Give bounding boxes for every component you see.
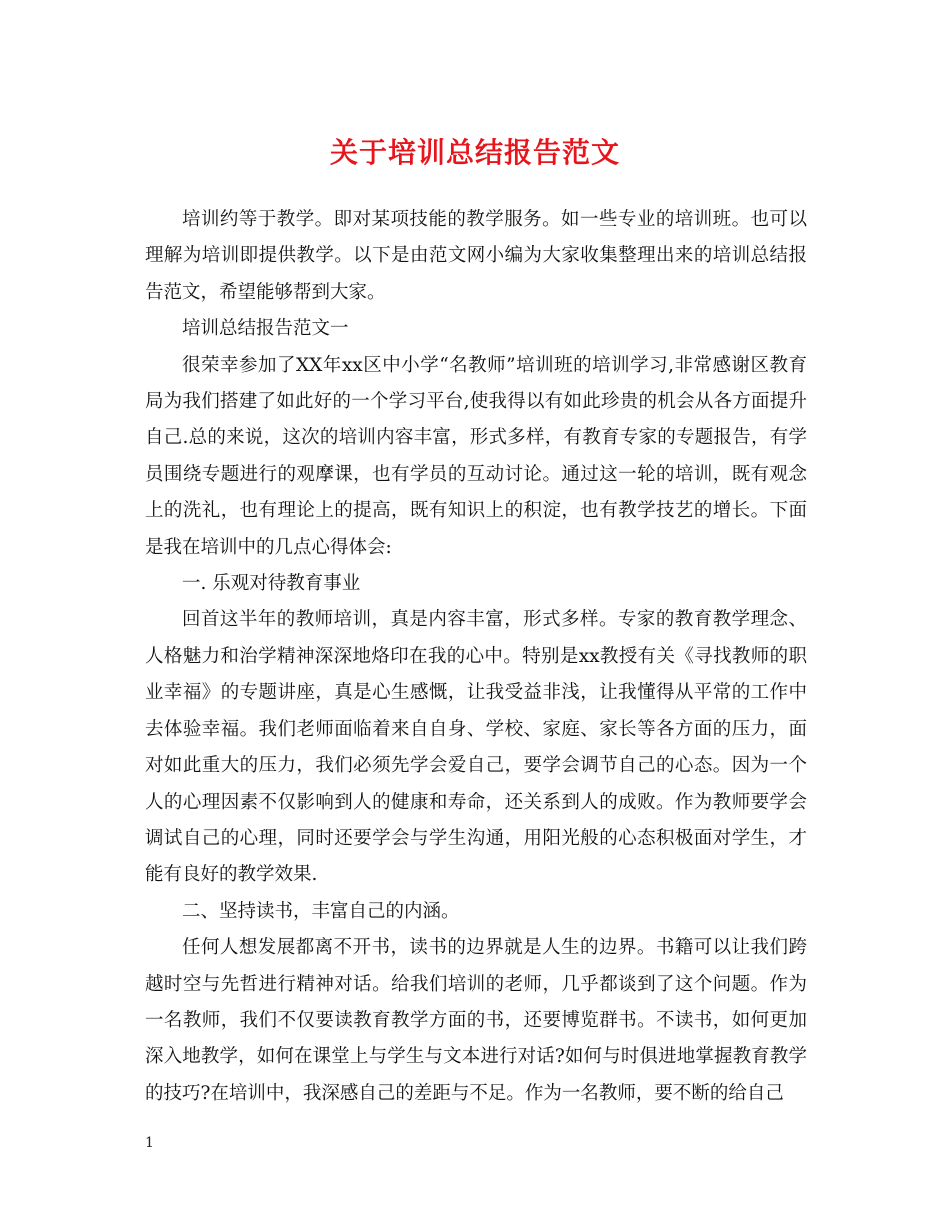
document-title: 关于培训总结报告范文 [329,136,620,169]
subsection-heading: 一. 乐观对待教育事业 [182,573,361,595]
paragraph-body: 任何人想发展都离不开书，读书的边界就是人生的边界。书籍可以让我们跨越时空与先哲进行精神对话。给我们培训的老师，几乎都谈到了这个问题。作为一名教师，我们不仅要读教育教学方面的书，还要博览群书。不读书，如何更加深入地教学，如何在课堂上与学生与文本进行对话?如何与时俱进地掌握教育教学的技巧?在培训中，我深感自己的差距与不足。作为一名教师，要不断的给自己 [145,937,807,1104]
page-number: 1 [145,1135,154,1151]
paragraph-intro: 培训约等于教学。即对某项技能的教学服务。如一些专业的培训班。也可以理解为培训即提供教学。以下是由范文网小编为大家收集整理出来的培训总结报告范文，希望能够帮到大家。 [145,209,807,303]
document-body [145,202,807,1112]
section-heading: 培训总结报告范文一 [182,318,349,340]
paragraph-body: 很荣幸参加了XX年xx区中小学“名教师”培训班的培训学习,非常感谢区教育局为我们搭建了如此好的一个学习平台,使我得以有如此珍贵的机会从各方面提升自己.总的来说，这次的培训内容丰富，形式多样，有教育专家的专题报告，有学员围绕专题进行的观摩课，也有学员的互动讨论。通过这一轮的培训，既有观念上的洗礼，也有理论上的提高，既有知识上的积淀，也有教学技艺的增长。下面是我在培训中的几点心得体会: [145,354,807,558]
paragraph-body: 回首这半年的教师培训，真是内容丰富，形式多样。专家的教育教学理念、人格魅力和治学精神深深地烙印在我的心中。特别是xx教授有关《寻找教师的职业幸福》的专题讲座，真是心生感慨，让我受益非浅，让我懂得从平常的工作中去体验幸福。我们老师面临着来自自身、学校、家庭、家长等各方面的压力，面对如此重大的压力，我们必须先学会爱自己，要学会调节自己的心态。因为一个人的心理因素不仅影响到人的健康和寿命，还关系到人的成败。作为教师要学会调试自己的心理，同时还要学会与学生沟通，用阳光般的心态积极面对学生，才能有良好的教学效果. [145,609,807,886]
subsection-heading: 二、坚持读书，丰富自己的内涵。 [182,900,460,922]
